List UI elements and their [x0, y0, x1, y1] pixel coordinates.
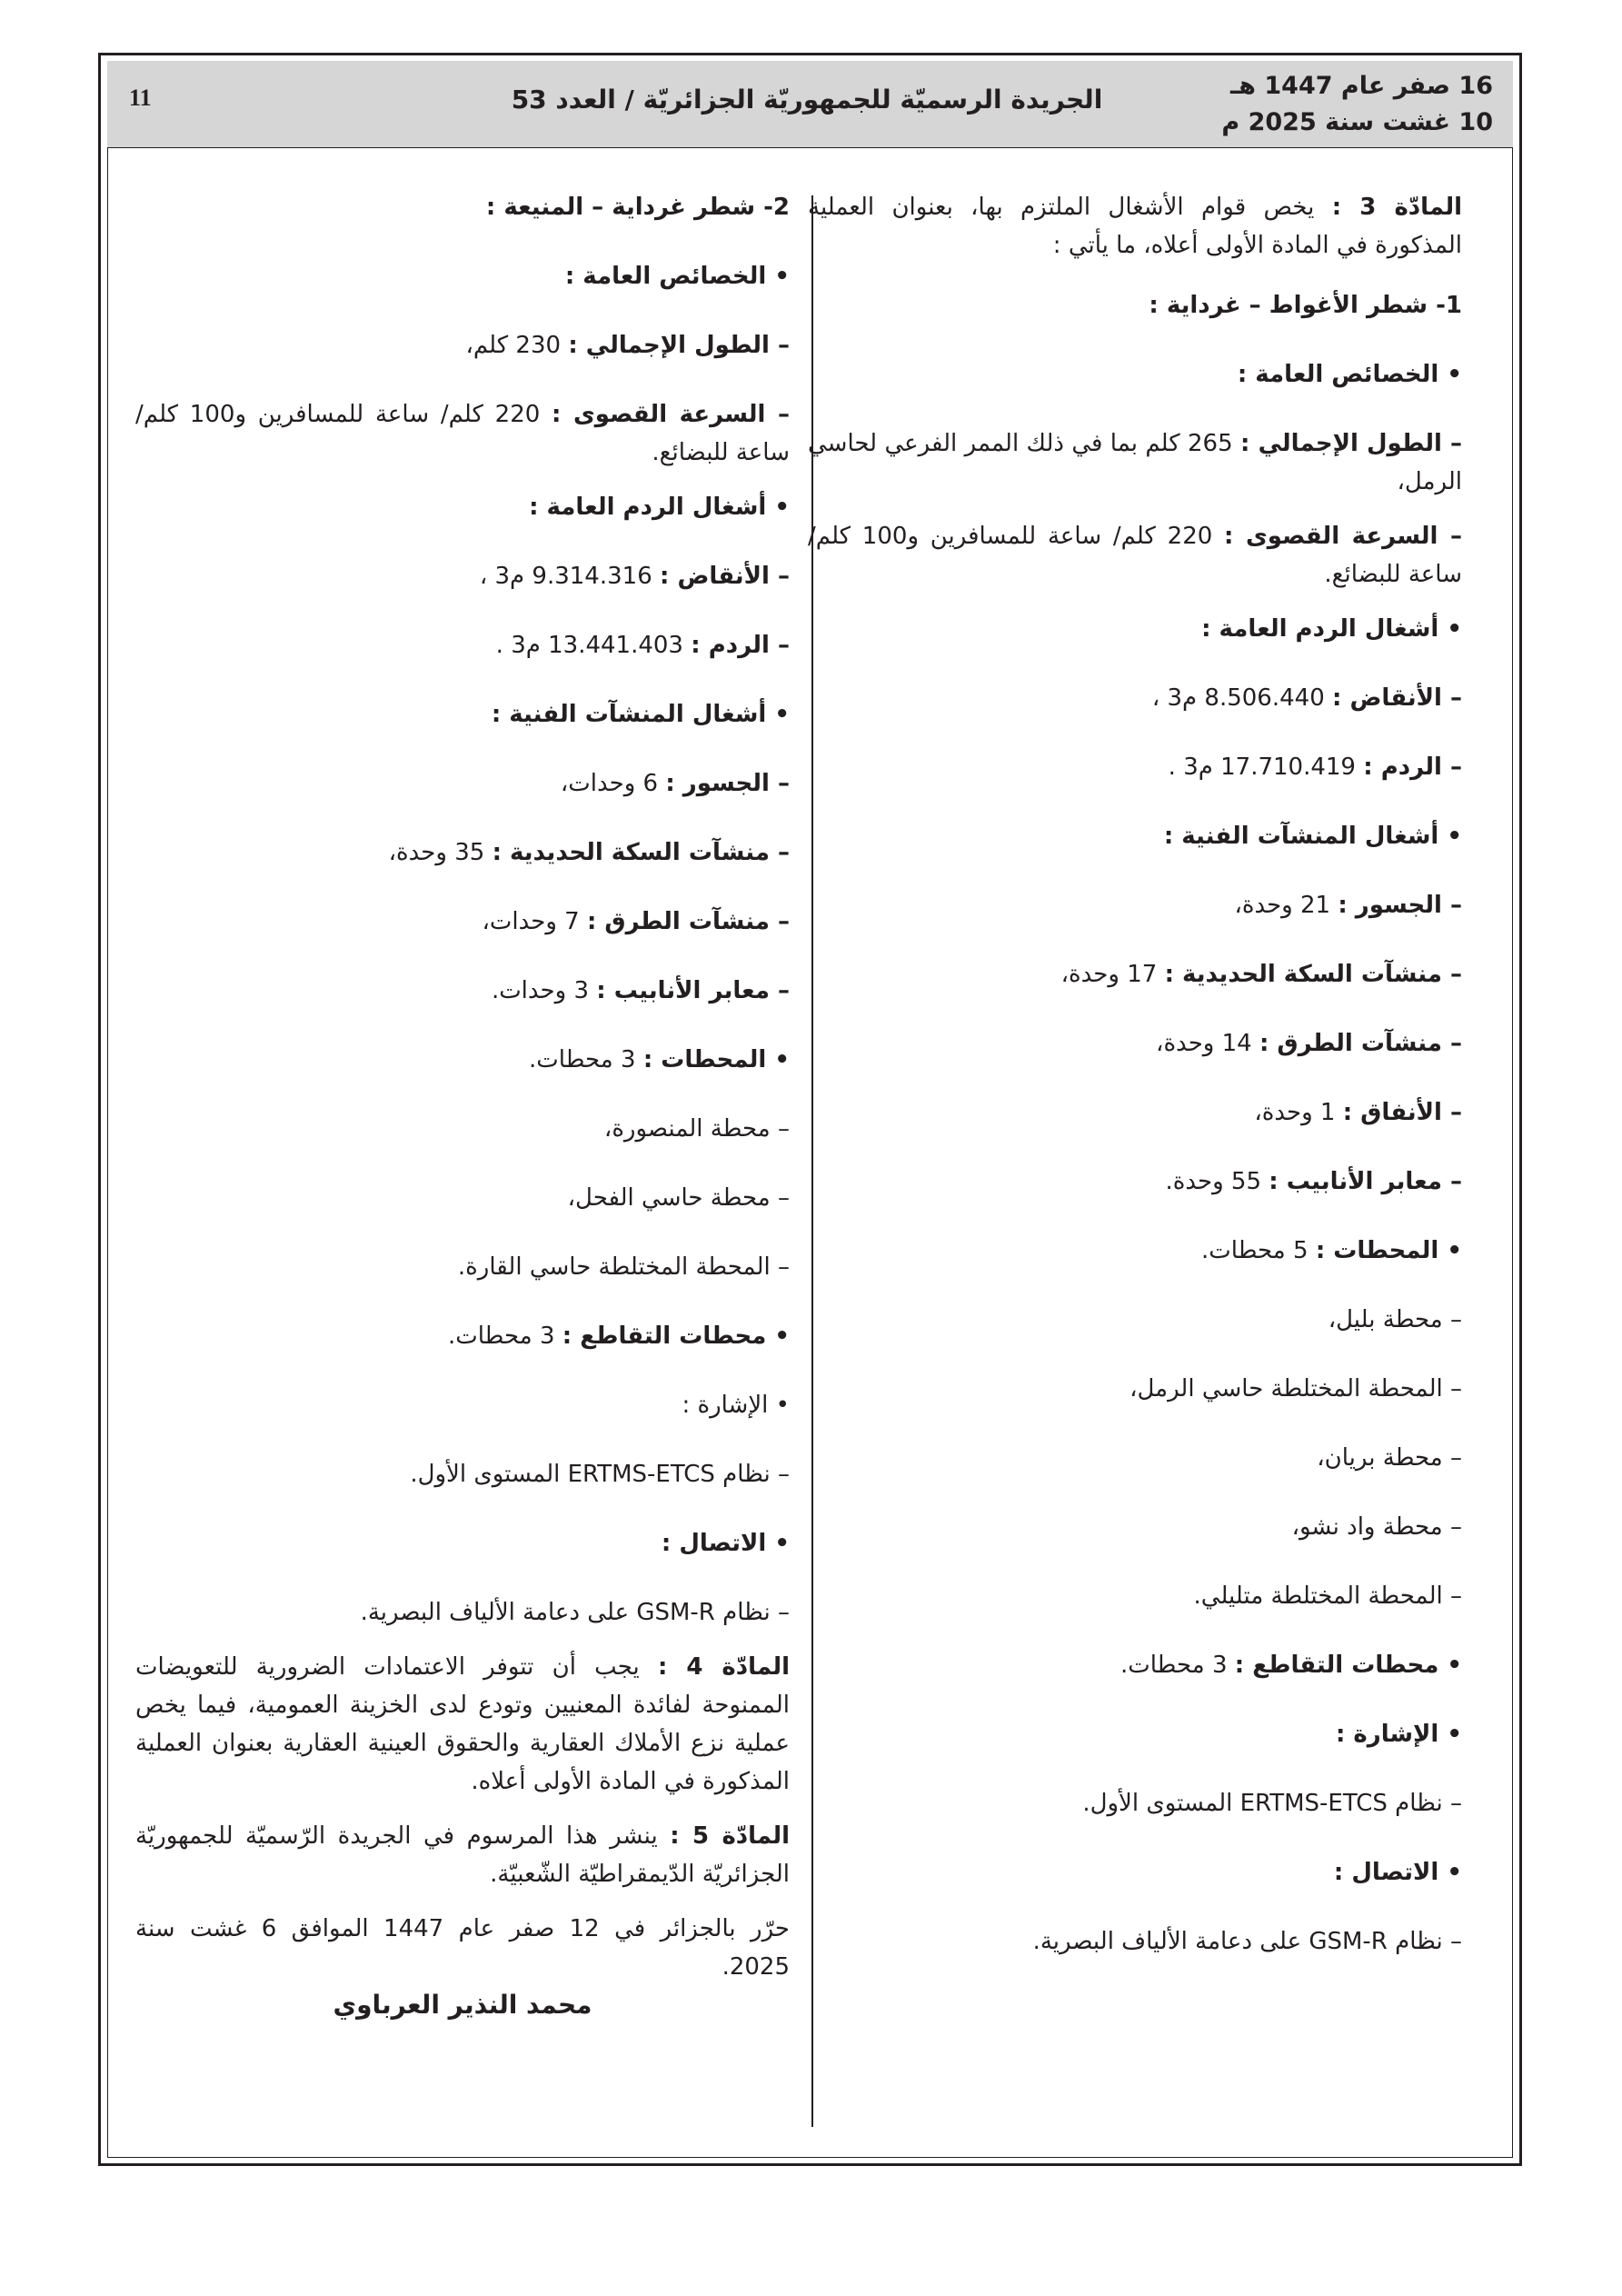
s2-crossing-stations	[135, 1317, 790, 1355]
article-4	[135, 1648, 790, 1801]
s2-bridges-label: – الجسور :	[665, 770, 790, 797]
s1-stations	[808, 1232, 1462, 1270]
s1-station-item: – محطة بريان،	[1317, 1444, 1462, 1472]
section-1-title: 1- شطر الأغواط – غرداية :	[1149, 292, 1462, 319]
s1-length	[808, 424, 1462, 501]
s2-fill-value: 13.441.403 م3 .	[495, 632, 683, 659]
s2-bridges	[135, 764, 790, 803]
s1-excavation-value: 8.506.440 م3 ،	[1151, 684, 1325, 712]
s2-structures-heading: • أشغال المنشآت الفنية :	[491, 701, 790, 728]
s2-earthworks-heading: • أشغال الردم العامة :	[529, 494, 790, 521]
s2-pipe-value: 3 وحدات.	[491, 977, 589, 1004]
s2-communication-heading: • الاتصال :	[661, 1530, 790, 1557]
header-date	[1221, 68, 1493, 141]
s1-station-item: – محطة بليل،	[1328, 1306, 1462, 1333]
header-date-hijri: 16 صفر عام 1447 هـ	[1230, 72, 1493, 100]
s1-speed	[808, 517, 1462, 594]
signature: محمد النذير العرباوي	[333, 1990, 592, 2020]
s1-crossing-stations	[808, 1646, 1462, 1684]
article-5	[135, 1817, 790, 1893]
s1-speed-label: – السرعة القصوى :	[1224, 523, 1462, 550]
s1-excavation-label: – الأنقاض :	[1332, 684, 1462, 712]
s2-pipe-crossings	[135, 972, 790, 1010]
s2-stations	[135, 1041, 790, 1079]
s2-speed-label: – السرعة القصوى :	[552, 401, 790, 428]
s1-tunnel-value: 1 وحدة،	[1254, 1099, 1336, 1126]
s2-stations-value: 3 محطات.	[529, 1046, 636, 1073]
s2-signaling-value: – نظام ERTMS-ETCS المستوى الأول.	[410, 1461, 790, 1488]
s1-earthworks-heading: • أشغال الردم العامة :	[1201, 615, 1462, 643]
header-date-gregorian: 10 غشت سنة 2025 م	[1221, 108, 1493, 136]
header-title: الجريدة الرسميّة للجمهوريّة الجزائريّة / العدد 53	[511, 85, 1103, 115]
s2-rail-structures	[135, 834, 790, 872]
article-3-label: المادّة 3 :	[1331, 194, 1463, 221]
article-5-label: المادّة 5 :	[670, 1822, 791, 1850]
article-3	[808, 188, 1462, 265]
page-number: 11	[129, 85, 152, 111]
s2-station-item: – محطة المنصورة،	[603, 1115, 790, 1143]
s1-speed-value: 220 كلم/ ساعة للمسافرين و100 كلم/ ساعة للبضائع.	[808, 523, 1462, 588]
left-column	[135, 186, 790, 2024]
s2-road-value: 7 وحدات،	[482, 908, 580, 935]
s1-fill	[808, 748, 1462, 786]
right-column	[808, 186, 1462, 1961]
s1-pipe-label: – معابر الأنابيب :	[1269, 1168, 1462, 1195]
s1-road-value: 14 وحدة،	[1156, 1030, 1252, 1057]
s1-bridges-value: 21 وحدة،	[1234, 892, 1331, 919]
s2-stations-label: • المحطات :	[642, 1046, 790, 1073]
s1-bridges-label: – الجسور :	[1338, 892, 1462, 919]
s2-station-item: – محطة حاسي الفحل،	[567, 1184, 790, 1212]
s1-crossing-value: 3 محطات.	[1119, 1652, 1228, 1679]
s1-length-label: – الطول الإجمالي :	[1240, 430, 1463, 457]
s2-fill	[135, 626, 790, 664]
s2-crossing-label: • محطات التقاطع :	[562, 1323, 790, 1350]
s2-station-item: – المحطة المختلطة حاسي القارة.	[457, 1253, 790, 1281]
s1-stations-label: • المحطات :	[1315, 1237, 1462, 1264]
article-4-text: يجب أن تتوفر الاعتمادات الضرورية للتعويضات الممنوحة لفائدة المعنيين وتودع لدى الخزينة العمومية، فيما يخص عملية نزع الأملاك العقارية والحقوق العينية العقارية بعنوان العملية المذكورة في المادة الأولى أعلاه.	[135, 1653, 790, 1795]
s1-excavation	[808, 679, 1462, 717]
s2-speed-value: 220 كلم/ ساعة للمسافرين و100 كلم/ ساعة للبضائع.	[135, 401, 790, 466]
s1-communication-heading: • الاتصال :	[1333, 1859, 1462, 1886]
s1-tunnels	[808, 1093, 1462, 1132]
s1-station-item: – المحطة المختلطة حاسي الرمل،	[1129, 1375, 1462, 1403]
done-at: حرّر بالجزائر في 12 صفر عام 1447 الموافق 6 غشت سنة 2025.	[135, 1915, 790, 1981]
s1-crossing-label: • محطات التقاطع :	[1234, 1652, 1462, 1679]
s2-length-value: 230 كلم،	[465, 332, 562, 359]
s2-road-structures	[135, 903, 790, 941]
s1-length-value: 265 كلم بما في ذلك الممر الفرعي لحاسي الرمل،	[808, 430, 1462, 495]
article-3-text: يخص قوام الأشغال الملتزم بها، بعنوان العملية المذكورة في المادة الأولى أعلاه، ما يأتي :	[808, 194, 1462, 259]
s2-bridges-value: 6 وحدات،	[560, 770, 659, 797]
s2-signaling-heading: • الإشارة :	[682, 1392, 790, 1419]
s1-fill-label: – الردم :	[1363, 754, 1462, 781]
article-5-text: ينشر هذا المرسوم في الجريدة الرّسميّة للجمهوريّة الجزائريّة الدّيمقراطيّة الشّعبيّة.	[135, 1822, 790, 1888]
s2-excavation	[135, 557, 790, 595]
s1-station-item: – محطة واد نشو،	[1291, 1513, 1462, 1541]
section-2-title: 2- شطر غرداية – المنيعة :	[485, 194, 790, 221]
s1-general-heading: • الخصائص العامة :	[1237, 361, 1462, 388]
s1-signaling-heading: • الإشارة :	[1335, 1721, 1462, 1748]
s1-fill-value: 17.710.419 م3 .	[1168, 754, 1356, 781]
s1-communication-value: – نظام GSM-R على دعامة الألياف البصرية.	[1032, 1928, 1462, 1955]
s1-road-label: – منشآت الطرق :	[1259, 1030, 1462, 1057]
s1-bridges	[808, 886, 1462, 924]
s2-excavation-value: 9.314.316 م3 ،	[479, 563, 652, 590]
s2-fill-label: – الردم :	[691, 632, 790, 659]
s2-length-label: – الطول الإجمالي :	[568, 332, 790, 359]
s2-length	[135, 326, 790, 364]
s1-signaling-value: – نظام ERTMS-ETCS المستوى الأول.	[1082, 1790, 1462, 1817]
s2-speed	[135, 395, 790, 472]
s1-structures-heading: • أشغال المنشآت الفنية :	[1163, 823, 1462, 850]
s1-road-structures	[808, 1024, 1462, 1063]
s2-rail-value: 35 وحدة،	[388, 839, 485, 866]
s2-road-label: – منشآت الطرق :	[586, 908, 790, 935]
s1-rail-structures	[808, 955, 1462, 993]
s1-rail-label: – منشآت السكة الحديدية :	[1164, 961, 1462, 988]
page-header	[107, 61, 1513, 148]
s1-stations-value: 5 محطات.	[1201, 1237, 1309, 1264]
s2-crossing-value: 3 محطات.	[447, 1323, 555, 1350]
s1-tunnel-label: – الأنفاق :	[1342, 1099, 1462, 1126]
s1-pipe-value: 55 وحدة.	[1165, 1168, 1261, 1195]
article-4-label: المادّة 4 :	[657, 1653, 790, 1681]
s2-communication-value: – نظام GSM-R على دعامة الألياف البصرية.	[360, 1599, 790, 1626]
s2-rail-label: – منشآت السكة الحديدية :	[492, 839, 790, 866]
s2-general-heading: • الخصائص العامة :	[564, 263, 790, 290]
s1-rail-value: 17 وحدة،	[1060, 961, 1158, 988]
s1-pipe-crossings	[808, 1163, 1462, 1201]
s1-station-item: – المحطة المختلطة متليلي.	[1193, 1582, 1462, 1610]
s2-excavation-label: – الأنقاض :	[660, 563, 790, 590]
s2-pipe-label: – معابر الأنابيب :	[596, 977, 790, 1004]
